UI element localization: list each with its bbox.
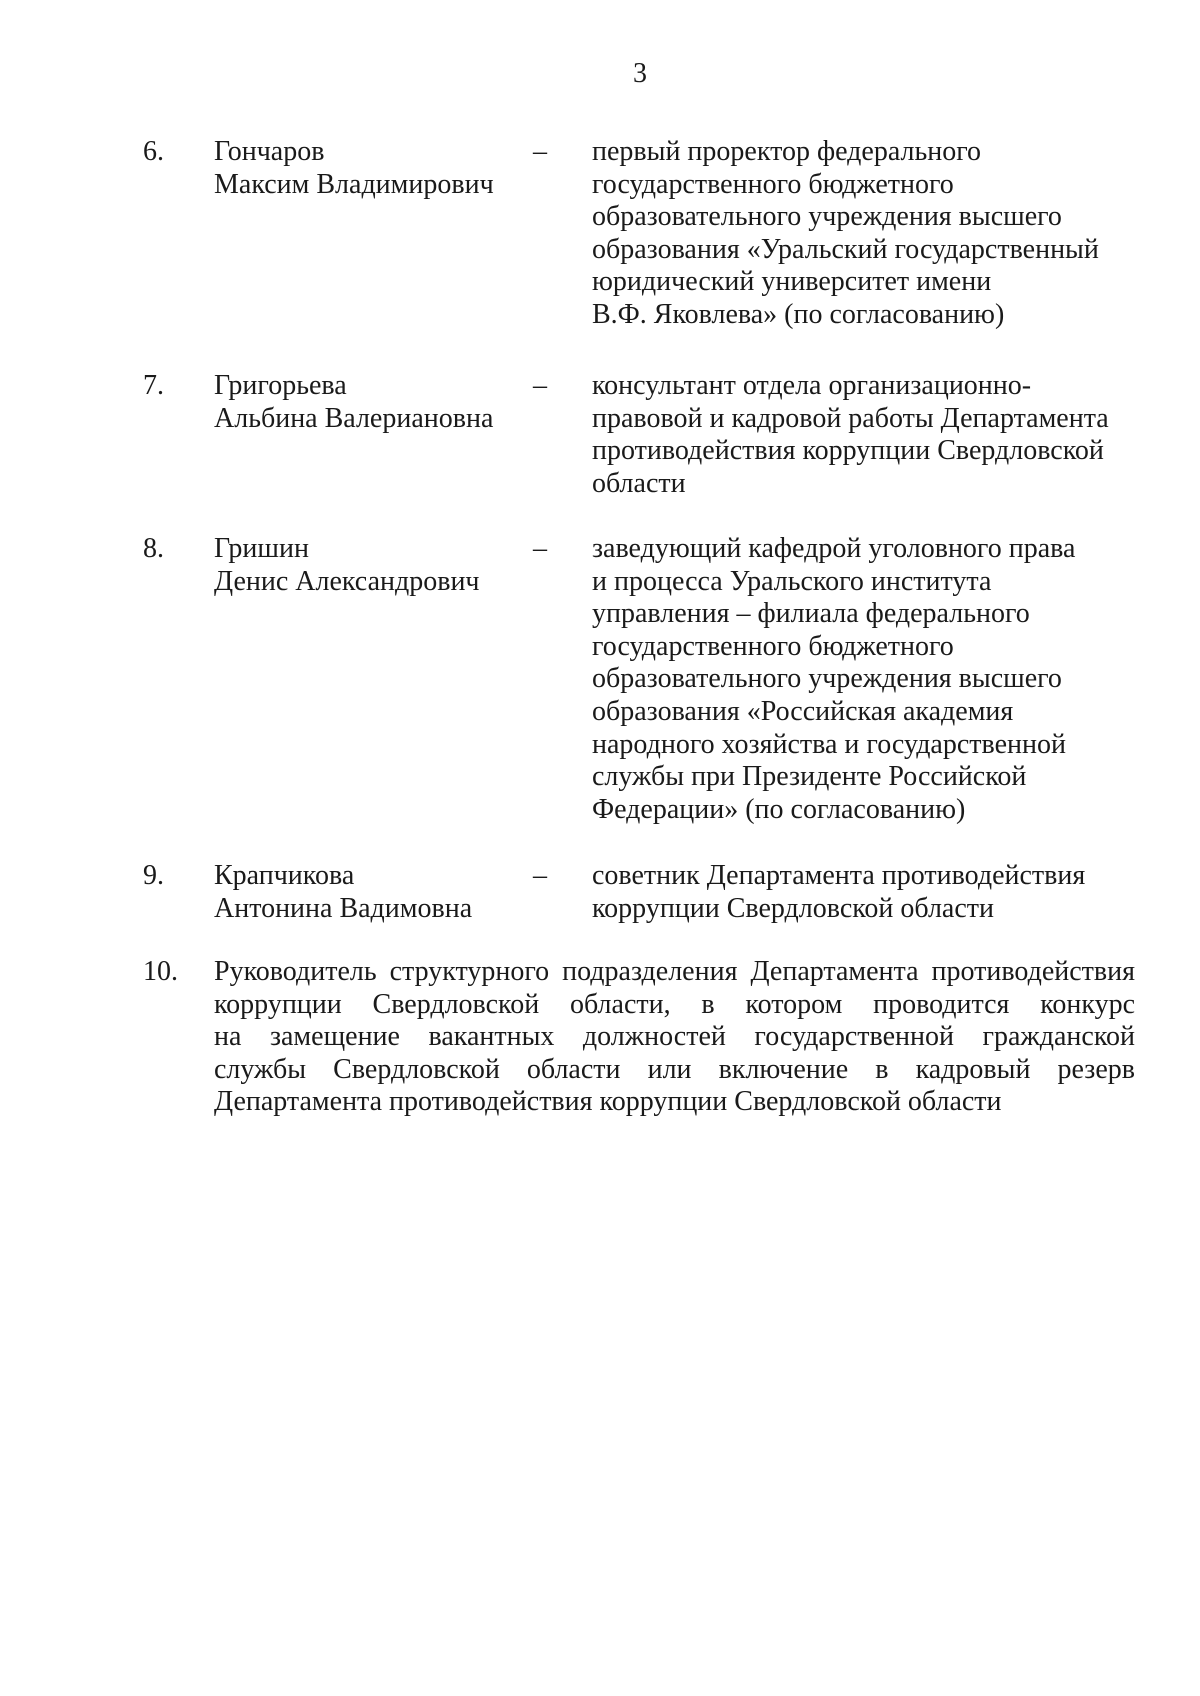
position-line: коррупции Свердловской области [592,892,995,924]
member-position [592,533,1132,826]
member-position [592,136,1132,332]
position-line: советник Департамента противодействия [592,860,1086,891]
member-given-names: Денис Александрович [214,565,480,597]
text-line: службы Свердловской области или включение в кадровый резерв [214,1053,1135,1085]
member-position [592,860,1132,925]
position-line: образовательного учреждения высшего [592,663,1062,695]
item-number: 8. [143,533,164,564]
page-number: 3 [633,58,647,89]
position-line: области [592,467,686,499]
separator-dash: – [533,860,547,891]
text-line: Руководитель структурного подразделения Департамента противодействия [214,956,1135,987]
separator-dash: – [533,370,547,401]
member-given-names: Альбина Валериановна [214,402,494,434]
position-line: государственного бюджетного [592,168,954,200]
member-surname: Гончаров [214,136,325,167]
member-name [214,136,494,201]
member-position [592,370,1132,500]
member-name [214,370,493,435]
position-line: первый проректор федерального [592,136,982,167]
position-line: противодействия коррупции Свердловской [592,435,1104,467]
member-surname: Григорьева [214,370,347,401]
position-line: народного хозяйства и государственной [592,728,1066,760]
position-line: образовательного учреждения высшего [592,201,1062,233]
member-name [214,533,480,598]
position-line: консультант отдела организационно- [592,370,1032,401]
separator-dash: – [533,533,547,564]
final-item-text [214,956,1135,1119]
position-line: В.Ф. Яковлева» (по согласованию) [592,298,1005,330]
position-line: и процесса Уральского института [592,565,992,597]
position-line: заведующий кафедрой уголовного права [592,533,1076,564]
position-line: правовой и кадровой работы Департамента [592,402,1109,434]
position-line: государственного бюджетного [592,630,954,662]
position-line: образования «Уральский государственный [592,233,1099,265]
item-number: 6. [143,136,164,167]
member-surname: Крапчикова [214,860,355,891]
member-given-names: Максим Владимирович [214,168,494,200]
position-line: службы при Президенте Российской [592,761,1027,793]
member-surname: Гришин [214,533,309,564]
item-number: 9. [143,860,164,891]
item-number: 7. [143,370,164,401]
separator-dash: – [533,136,547,167]
position-line: Федерации» (по согласованию) [592,793,966,825]
position-line: юридический университет имени [592,266,992,298]
text-line: на замещение вакантных должностей государственной гражданской [214,1021,1135,1053]
text-line: Департамента противодействия коррупции Свердловской области [214,1086,1002,1118]
item-number: 10. [143,956,178,987]
member-given-names: Антонина Вадимовна [214,892,473,924]
position-line: образования «Российская академия [592,695,1014,727]
text-line: коррупции Свердловской области, в котором проводится конкурс [214,988,1135,1020]
position-line: управления – филиала федерального [592,598,1030,630]
member-name [214,860,472,925]
